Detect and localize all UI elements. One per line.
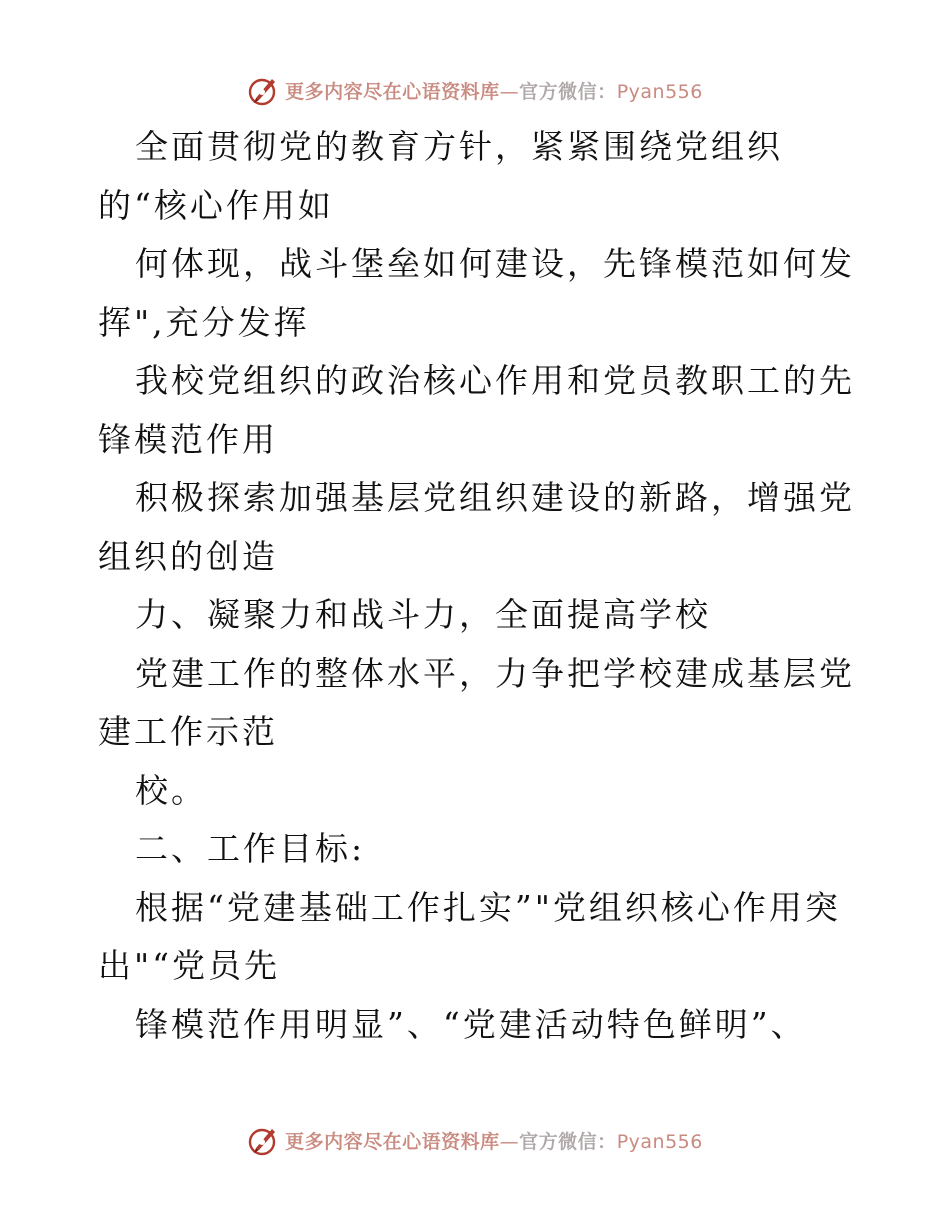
quill-pen-logo-icon: [247, 1123, 281, 1157]
banner-wechat-label: 官方微信：: [519, 1130, 617, 1153]
paragraph: 锋模范作用明显”、“党建活动特色鲜明”、: [135, 1004, 807, 1044]
banner-dash: —: [499, 1130, 520, 1153]
banner-text: [285, 77, 703, 104]
banner-brand: 更多内容尽在心语资料库: [285, 1130, 500, 1153]
document-body: [98, 118, 858, 1054]
banner-wechat-id: Pyan556: [616, 1130, 703, 1153]
paragraph: 党建工作的整体水平，力争把学校建成基层党建工作示范: [98, 653, 855, 751]
paragraph: 何体现，战斗堡垒如何建设，先锋模范如何发挥",充分发挥: [98, 244, 855, 342]
paragraph: 全面贯彻党的教育方针，紧紧围绕党组织的“核心作用如: [98, 127, 783, 225]
paragraph: 力、凝聚力和战斗力，全面提高学校: [135, 595, 711, 634]
quill-pen-logo-icon: [247, 73, 281, 107]
footer-banner: [0, 1120, 950, 1160]
paragraph: 积极探索加强基层党组织建设的新路，增强党组织的创造: [98, 478, 855, 576]
header-banner: [0, 70, 950, 110]
paragraph: 根据“党建基础工作扎实”"党组织核心作用突出"“党员先: [98, 887, 841, 985]
banner-brand: 更多内容尽在心语资料库: [285, 80, 500, 103]
banner-wechat-label: 官方微信：: [519, 80, 617, 103]
paragraph: 校。: [135, 770, 207, 810]
paragraph: 我校党组织的政治核心作用和党员教职工的先锋模范作用: [98, 361, 855, 459]
banner-dash: —: [499, 80, 520, 103]
banner-text: [285, 1127, 703, 1154]
banner-wechat-id: Pyan556: [616, 80, 703, 103]
section-heading: 二、工作目标:: [135, 829, 366, 868]
